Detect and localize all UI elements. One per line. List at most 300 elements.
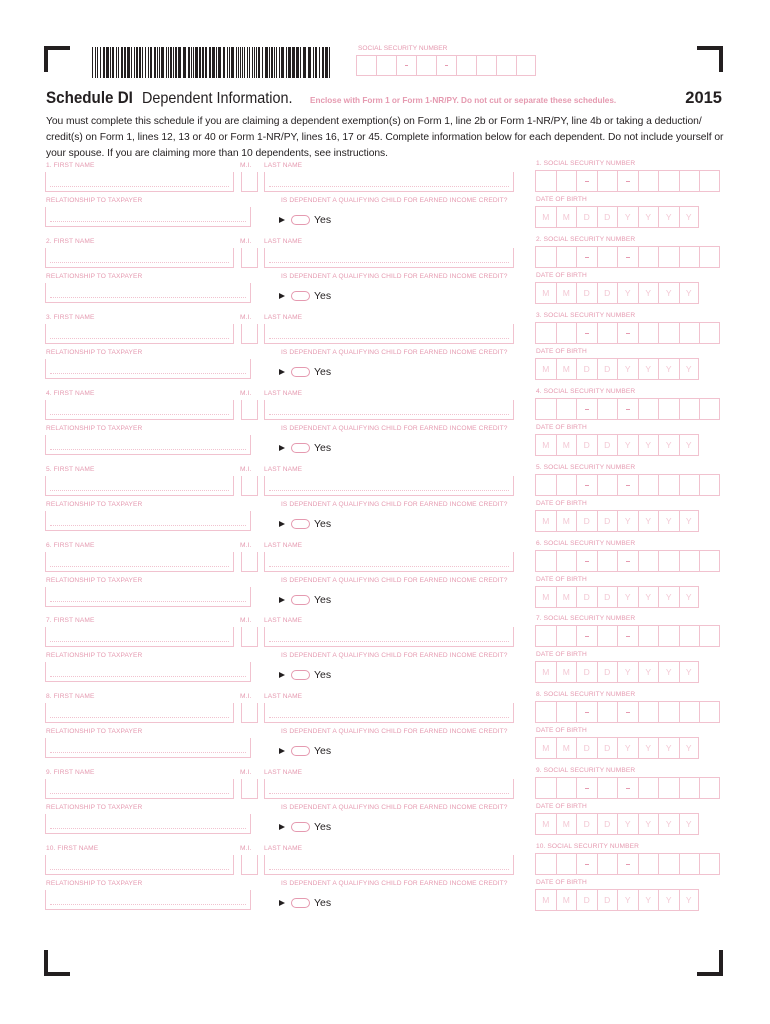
date-of-birth-field[interactable] <box>535 510 699 532</box>
taxpayer-ssn-field[interactable] <box>356 55 536 76</box>
ssn-digit-box[interactable] <box>617 246 638 268</box>
dob-digit-box[interactable]: D <box>576 358 597 380</box>
middle-initial-input[interactable] <box>241 248 258 268</box>
barcode-bar <box>227 47 228 78</box>
middle-initial-input[interactable] <box>241 627 258 647</box>
dob-digit-box[interactable]: D <box>576 661 597 683</box>
ssn-digit-box[interactable] <box>535 777 556 799</box>
yes-oval-checkbox[interactable] <box>291 367 310 377</box>
ssn-digit-box[interactable] <box>597 170 618 192</box>
last-name-input[interactable] <box>264 476 514 496</box>
ssn-digit-box[interactable] <box>556 322 577 344</box>
ssn-digit-box[interactable] <box>535 550 556 572</box>
yes-oval-checkbox[interactable] <box>291 443 310 453</box>
ssn-digit-box[interactable] <box>535 625 556 647</box>
dob-digit-box[interactable]: Y <box>679 510 700 532</box>
relationship-input[interactable] <box>45 587 251 607</box>
ssn-digit-box[interactable] <box>535 170 556 192</box>
first-name-input[interactable] <box>45 400 234 420</box>
ssn-digit-box[interactable] <box>576 246 597 268</box>
relationship-label: RELATIONSHIP TO TAXPAYER <box>46 272 143 280</box>
ssn-digit-box[interactable] <box>699 625 720 647</box>
dependent-ssn-field[interactable] <box>535 701 720 723</box>
relationship-input[interactable] <box>45 662 251 682</box>
first-name-label: 6. FIRST NAME <box>46 541 95 549</box>
dob-digit-box[interactable]: Y <box>638 586 659 608</box>
middle-initial-input[interactable] <box>241 703 258 723</box>
ssn-digit-box[interactable] <box>456 55 476 76</box>
mi-label: M.I. <box>240 693 252 701</box>
dob-digit-box[interactable]: D <box>597 586 618 608</box>
ssn-digit-box[interactable] <box>576 550 597 572</box>
ssn-label: 10. SOCIAL SECURITY NUMBER <box>536 843 639 851</box>
ssn-digit-box[interactable] <box>699 170 720 192</box>
dob-digit-box[interactable]: Y <box>617 661 638 683</box>
ssn-digit-box[interactable] <box>416 55 436 76</box>
ssn-digit-box[interactable] <box>597 398 618 420</box>
yes-oval-checkbox[interactable] <box>291 746 310 756</box>
dob-digit-box[interactable]: D <box>576 510 597 532</box>
yes-label: Yes <box>314 669 332 682</box>
first-name-input[interactable] <box>45 779 234 799</box>
dob-digit-box[interactable]: M <box>556 358 577 380</box>
pointer-arrow-icon <box>279 521 285 527</box>
dob-digit-box[interactable]: Y <box>658 206 679 228</box>
dob-digit-box[interactable]: Y <box>617 434 638 456</box>
ssn-digit-box[interactable] <box>597 550 618 572</box>
barcode-bar <box>238 47 239 78</box>
ssn-digit-box[interactable] <box>535 398 556 420</box>
dob-digit-box[interactable]: M <box>556 586 577 608</box>
barcode-bar <box>161 47 164 78</box>
title-subtitle: Dependent Information. <box>142 90 293 107</box>
middle-initial-input[interactable] <box>241 779 258 799</box>
ssn-digit-box[interactable] <box>576 853 597 875</box>
ssn-digit-box[interactable] <box>638 474 659 496</box>
last-name-input[interactable] <box>264 855 514 875</box>
pointer-arrow-icon <box>279 293 285 299</box>
qualifying-child-option <box>279 442 331 454</box>
dob-digit-box[interactable]: Y <box>638 737 659 759</box>
dob-digit-box[interactable]: Y <box>679 813 700 835</box>
first-name-input[interactable] <box>45 703 234 723</box>
ssn-label: 2. SOCIAL SECURITY NUMBER <box>536 235 636 243</box>
first-name-input[interactable] <box>45 248 234 268</box>
dob-digit-box[interactable]: D <box>597 206 618 228</box>
dob-digit-box[interactable]: Y <box>679 282 700 304</box>
instructions-text: You must complete this schedule if you are claiming a dependent exemption(s) on Form 1, line 2b or Form 1-NR/PY, line 4b or taking a deduction/ credit(s) on Form 1, lines 12, 13 or 40 or Form 1-NR/PY, lines 16, 17 or 45. Complete information below for each dependent. Do not include yourself or your spouse. If you are claiming more than 10 dependents, see instructions. <box>46 116 724 159</box>
dob-digit-box[interactable]: M <box>556 661 577 683</box>
tax-year: 2015 <box>685 89 722 107</box>
dob-digit-box[interactable]: Y <box>617 282 638 304</box>
ssn-label: 8. SOCIAL SECURITY NUMBER <box>536 691 636 699</box>
dob-digit-box[interactable]: D <box>597 282 618 304</box>
dob-digit-box[interactable]: Y <box>638 206 659 228</box>
relationship-input[interactable] <box>45 511 251 531</box>
corner-mark-top-left <box>44 46 70 72</box>
ssn-digit-box[interactable] <box>679 170 700 192</box>
dob-digit-box[interactable]: Y <box>679 661 700 683</box>
ssn-digit-box[interactable] <box>658 777 679 799</box>
ssn-digit-box[interactable] <box>617 170 638 192</box>
ssn-digit-box[interactable] <box>638 398 659 420</box>
barcode-bar <box>223 47 225 78</box>
middle-initial-input[interactable] <box>241 552 258 572</box>
ssn-digit-box[interactable] <box>679 474 700 496</box>
yes-label: Yes <box>314 289 332 302</box>
dob-digit-box[interactable]: Y <box>638 661 659 683</box>
ssn-digit-box[interactable] <box>658 398 679 420</box>
dob-digit-box[interactable]: M <box>556 510 577 532</box>
dob-digit-box[interactable]: D <box>597 510 618 532</box>
ssn-digit-box[interactable] <box>576 777 597 799</box>
dob-digit-box[interactable]: D <box>576 889 597 911</box>
ssn-digit-box[interactable] <box>617 625 638 647</box>
ssn-digit-box[interactable] <box>679 246 700 268</box>
ssn-digit-box[interactable] <box>699 550 720 572</box>
ssn-digit-box[interactable] <box>617 398 638 420</box>
dob-digit-box[interactable]: D <box>576 737 597 759</box>
ssn-digit-box[interactable] <box>699 398 720 420</box>
ssn-digit-box[interactable] <box>617 322 638 344</box>
date-of-birth-field[interactable] <box>535 586 699 608</box>
mi-label: M.I. <box>240 313 252 321</box>
ssn-digit-box[interactable] <box>658 701 679 723</box>
dependent-ssn-field[interactable] <box>535 777 720 799</box>
ssn-digit-box[interactable] <box>679 701 700 723</box>
ssn-digit-box[interactable] <box>576 398 597 420</box>
relationship-input[interactable] <box>45 738 251 758</box>
dependent-ssn-field[interactable] <box>535 398 720 420</box>
dob-digit-box[interactable]: Y <box>679 358 700 380</box>
ssn-digit-box[interactable] <box>699 777 720 799</box>
ssn-label: 5. SOCIAL SECURITY NUMBER <box>536 463 636 471</box>
ssn-digit-box[interactable] <box>638 701 659 723</box>
last-name-input[interactable] <box>264 552 514 572</box>
ssn-digit-box[interactable] <box>597 701 618 723</box>
dependent-row <box>0 767 770 843</box>
barcode-bar <box>313 47 314 78</box>
yes-oval-checkbox[interactable] <box>291 898 310 908</box>
date-of-birth-field[interactable] <box>535 434 699 456</box>
barcode-bar <box>118 47 119 78</box>
barcode-bar <box>173 47 174 78</box>
dob-digit-box[interactable]: D <box>576 434 597 456</box>
dob-digit-box[interactable]: D <box>597 434 618 456</box>
dependent-ssn-field[interactable] <box>535 625 720 647</box>
dob-digit-box[interactable]: Y <box>658 282 679 304</box>
ssn-digit-box[interactable] <box>356 55 376 76</box>
date-of-birth-field[interactable] <box>535 737 699 759</box>
ssn-digit-box[interactable] <box>556 170 577 192</box>
ssn-digit-box[interactable] <box>556 853 577 875</box>
dependent-ssn-field[interactable] <box>535 474 720 496</box>
barcode-bar <box>292 47 295 78</box>
dob-digit-box[interactable]: M <box>535 282 556 304</box>
dob-digit-box[interactable]: D <box>597 813 618 835</box>
ssn-digit-box[interactable] <box>638 170 659 192</box>
last-name-label: LAST NAME <box>264 389 303 397</box>
ssn-digit-box[interactable] <box>496 55 516 76</box>
dob-digit-box[interactable]: Y <box>638 813 659 835</box>
relationship-input[interactable] <box>45 435 251 455</box>
first-name-input[interactable] <box>45 476 234 496</box>
middle-initial-input[interactable] <box>241 400 258 420</box>
dependent-ssn-field[interactable] <box>535 246 720 268</box>
dob-digit-box[interactable]: D <box>597 737 618 759</box>
ssn-digit-box[interactable] <box>658 322 679 344</box>
barcode-bar <box>265 47 268 78</box>
dob-digit-box[interactable]: Y <box>679 434 700 456</box>
dob-digit-box[interactable]: Y <box>679 889 700 911</box>
ssn-digit-box[interactable] <box>476 55 496 76</box>
last-name-input[interactable] <box>264 779 514 799</box>
date-of-birth-field[interactable] <box>535 813 699 835</box>
ssn-digit-box[interactable] <box>638 853 659 875</box>
dob-digit-box[interactable]: M <box>556 282 577 304</box>
pointer-arrow-icon <box>279 748 285 754</box>
ssn-digit-box[interactable] <box>617 777 638 799</box>
yes-oval-checkbox[interactable] <box>291 670 310 680</box>
ssn-digit-box[interactable] <box>556 246 577 268</box>
ssn-digit-box[interactable] <box>597 322 618 344</box>
ssn-digit-box[interactable] <box>658 246 679 268</box>
dob-digit-box[interactable]: Y <box>679 206 700 228</box>
dob-digit-box[interactable]: Y <box>679 737 700 759</box>
first-name-input[interactable] <box>45 855 234 875</box>
ssn-digit-box[interactable] <box>658 550 679 572</box>
dob-digit-box[interactable]: Y <box>617 510 638 532</box>
dob-digit-box[interactable]: D <box>576 206 597 228</box>
pointer-arrow-icon <box>279 824 285 830</box>
barcode-bar <box>154 47 156 78</box>
ssn-digit-box[interactable] <box>638 246 659 268</box>
ssn-digit-box[interactable] <box>516 55 536 76</box>
dob-digit-box[interactable]: Y <box>658 813 679 835</box>
ssn-digit-box[interactable] <box>535 474 556 496</box>
ssn-digit-box[interactable] <box>679 777 700 799</box>
dob-digit-box[interactable]: Y <box>638 510 659 532</box>
last-name-input[interactable] <box>264 400 514 420</box>
ssn-digit-box[interactable] <box>617 550 638 572</box>
ssn-digit-box[interactable] <box>535 322 556 344</box>
dob-digit-box[interactable]: M <box>556 434 577 456</box>
yes-oval-checkbox[interactable] <box>291 291 310 301</box>
ssn-digit-box[interactable] <box>699 322 720 344</box>
dob-digit-box[interactable]: Y <box>617 889 638 911</box>
corner-mark-top-right <box>697 46 723 72</box>
ssn-digit-box[interactable] <box>638 550 659 572</box>
dob-digit-box[interactable]: Y <box>638 889 659 911</box>
barcode-bar <box>274 47 275 78</box>
ssn-digit-box[interactable] <box>638 322 659 344</box>
date-of-birth-field[interactable] <box>535 358 699 380</box>
ssn-digit-box[interactable] <box>679 550 700 572</box>
date-of-birth-field[interactable] <box>535 206 699 228</box>
pointer-arrow-icon <box>279 597 285 603</box>
last-name-input[interactable] <box>264 324 514 344</box>
relationship-input[interactable] <box>45 814 251 834</box>
yes-oval-checkbox[interactable] <box>291 519 310 529</box>
first-name-input[interactable] <box>45 552 234 572</box>
dob-digit-box[interactable]: D <box>576 813 597 835</box>
ssn-digit-box[interactable] <box>617 701 638 723</box>
first-name-input[interactable] <box>45 627 234 647</box>
dob-digit-box[interactable]: M <box>535 586 556 608</box>
dob-digit-box[interactable]: D <box>576 282 597 304</box>
ssn-digit-box[interactable] <box>679 322 700 344</box>
dob-digit-box[interactable]: D <box>597 661 618 683</box>
qualifying-child-label: IS DEPENDENT A QUALIFYING CHILD FOR EARNED INCOME CREDIT? <box>281 197 508 204</box>
ssn-digit-box[interactable] <box>638 625 659 647</box>
ssn-digit-box[interactable] <box>576 474 597 496</box>
date-of-birth-field[interactable] <box>535 661 699 683</box>
dob-digit-box[interactable]: Y <box>617 358 638 380</box>
dob-digit-box[interactable]: D <box>597 889 618 911</box>
ssn-digit-box[interactable] <box>396 55 416 76</box>
ssn-digit-box[interactable] <box>617 853 638 875</box>
ssn-digit-box[interactable] <box>679 625 700 647</box>
dob-digit-box[interactable]: M <box>535 889 556 911</box>
ssn-digit-box[interactable] <box>699 701 720 723</box>
dob-digit-box[interactable]: Y <box>638 282 659 304</box>
last-name-input[interactable] <box>264 248 514 268</box>
ssn-digit-box[interactable] <box>535 853 556 875</box>
dependent-ssn-field[interactable] <box>535 322 720 344</box>
ssn-digit-box[interactable] <box>436 55 456 76</box>
first-name-input[interactable] <box>45 324 234 344</box>
ssn-digit-box[interactable] <box>597 474 618 496</box>
dob-digit-box[interactable]: Y <box>617 206 638 228</box>
dob-label: DATE OF BIRTH <box>536 879 587 887</box>
dob-digit-box[interactable]: Y <box>658 586 679 608</box>
date-of-birth-field[interactable] <box>535 889 699 911</box>
dob-digit-box[interactable]: Y <box>617 813 638 835</box>
barcode-bar <box>188 47 190 78</box>
dob-digit-box[interactable]: D <box>597 358 618 380</box>
last-name-input[interactable] <box>264 627 514 647</box>
barcode-bar <box>202 47 204 78</box>
dependent-row <box>0 540 770 616</box>
ssn-digit-box[interactable] <box>617 474 638 496</box>
date-of-birth-field[interactable] <box>535 282 699 304</box>
yes-label: Yes <box>314 441 332 454</box>
dob-digit-box[interactable]: M <box>556 737 577 759</box>
mi-label: M.I. <box>240 162 252 169</box>
dob-digit-box[interactable]: Y <box>617 737 638 759</box>
barcode-bar <box>131 47 132 78</box>
ssn-digit-box[interactable] <box>376 55 396 76</box>
dependent-ssn-field[interactable] <box>535 170 720 192</box>
ssn-digit-box[interactable] <box>658 853 679 875</box>
dependent-ssn-field[interactable] <box>535 853 720 875</box>
dob-digit-box[interactable]: Y <box>617 586 638 608</box>
dob-digit-box[interactable]: Y <box>658 510 679 532</box>
dob-digit-box[interactable]: Y <box>679 586 700 608</box>
ssn-digit-box[interactable] <box>576 170 597 192</box>
ssn-digit-box[interactable] <box>658 170 679 192</box>
dob-digit-box[interactable]: Y <box>638 434 659 456</box>
last-name-input[interactable] <box>264 703 514 723</box>
ssn-digit-box[interactable] <box>556 625 577 647</box>
dependent-ssn-field[interactable] <box>535 550 720 572</box>
dob-digit-box[interactable]: M <box>556 206 577 228</box>
ssn-digit-box[interactable] <box>556 398 577 420</box>
dob-digit-box[interactable]: Y <box>658 434 679 456</box>
barcode-bar <box>136 47 138 78</box>
yes-oval-checkbox[interactable] <box>291 822 310 832</box>
first-name-label: 9. FIRST NAME <box>46 769 95 777</box>
middle-initial-input[interactable] <box>241 855 258 875</box>
middle-initial-input[interactable] <box>241 324 258 344</box>
barcode-bar <box>322 47 324 78</box>
ssn-digit-box[interactable] <box>597 777 618 799</box>
ssn-digit-box[interactable] <box>597 246 618 268</box>
ssn-digit-box[interactable] <box>535 246 556 268</box>
relationship-input[interactable] <box>45 359 251 379</box>
ssn-label: 7. SOCIAL SECURITY NUMBER <box>536 615 636 623</box>
ssn-digit-box[interactable] <box>699 853 720 875</box>
relationship-label: RELATIONSHIP TO TAXPAYER <box>46 880 143 888</box>
dob-digit-box[interactable]: M <box>535 358 556 380</box>
dob-digit-box[interactable]: M <box>535 206 556 228</box>
ssn-digit-box[interactable] <box>679 398 700 420</box>
ssn-digit-box[interactable] <box>699 246 720 268</box>
yes-oval-checkbox[interactable] <box>291 595 310 605</box>
ssn-digit-box[interactable] <box>576 322 597 344</box>
ssn-digit-box[interactable] <box>699 474 720 496</box>
qualifying-child-option <box>279 594 331 606</box>
yes-oval-checkbox[interactable] <box>291 215 310 225</box>
dob-digit-box[interactable]: Y <box>658 661 679 683</box>
ssn-digit-box[interactable] <box>597 625 618 647</box>
middle-initial-input[interactable] <box>241 172 258 192</box>
dob-digit-box[interactable]: Y <box>658 737 679 759</box>
dob-digit-box[interactable]: M <box>535 813 556 835</box>
ssn-digit-box[interactable] <box>556 474 577 496</box>
ssn-digit-box[interactable] <box>556 701 577 723</box>
first-name-input[interactable] <box>45 172 234 192</box>
dob-digit-box[interactable]: Y <box>658 889 679 911</box>
dob-digit-box[interactable]: M <box>556 813 577 835</box>
ssn-digit-box[interactable] <box>556 550 577 572</box>
dob-digit-box[interactable]: M <box>535 510 556 532</box>
relationship-input[interactable] <box>45 207 251 227</box>
last-name-label: LAST NAME <box>264 769 303 777</box>
dob-digit-box[interactable]: M <box>535 737 556 759</box>
ssn-digit-box[interactable] <box>679 853 700 875</box>
dob-digit-box[interactable]: Y <box>638 358 659 380</box>
relationship-input[interactable] <box>45 890 251 910</box>
ssn-digit-box[interactable] <box>597 853 618 875</box>
dob-digit-box[interactable]: M <box>535 661 556 683</box>
dob-digit-box[interactable]: D <box>576 586 597 608</box>
dob-digit-box[interactable]: M <box>556 889 577 911</box>
dob-digit-box[interactable]: Y <box>658 358 679 380</box>
ssn-digit-box[interactable] <box>556 777 577 799</box>
ssn-digit-box[interactable] <box>658 474 679 496</box>
ssn-digit-box[interactable] <box>576 701 597 723</box>
ssn-digit-box[interactable] <box>658 625 679 647</box>
last-name-label: LAST NAME <box>264 693 303 701</box>
middle-initial-input[interactable] <box>241 476 258 496</box>
ssn-digit-box[interactable] <box>576 625 597 647</box>
dob-digit-box[interactable]: M <box>535 434 556 456</box>
ssn-digit-box[interactable] <box>638 777 659 799</box>
ssn-digit-box[interactable] <box>535 701 556 723</box>
last-name-input[interactable] <box>264 172 514 192</box>
relationship-input[interactable] <box>45 283 251 303</box>
